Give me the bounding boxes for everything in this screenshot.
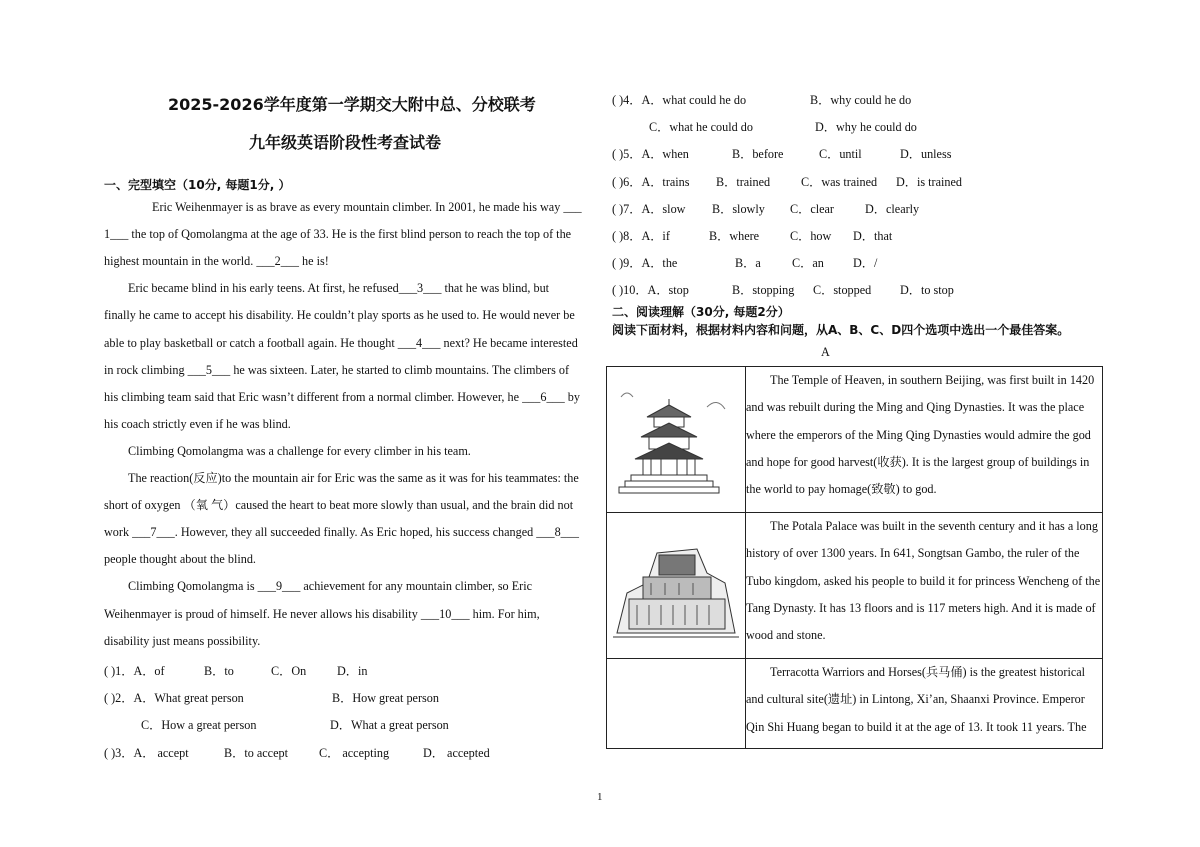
answer-blank: ___4___ xyxy=(397,335,441,350)
question-option-a[interactable]: ( )8．A．if xyxy=(612,229,670,243)
answer-option[interactable]: C． accepting xyxy=(319,745,390,760)
answer-option[interactable]: D．is trained xyxy=(896,174,963,189)
passage-text: The reaction(反应)to the mountain air for Eric was the same as it was for his teammates: the xyxy=(128,471,579,485)
answer-option[interactable]: B．trained xyxy=(716,174,771,189)
question-option-a[interactable]: ( )2．A．What great person xyxy=(104,691,244,706)
answer-option[interactable]: D．What a great person xyxy=(330,718,449,733)
answer-option[interactable]: D．unless xyxy=(900,147,952,162)
answer-option[interactable]: B．to accept xyxy=(224,745,288,760)
passage-text: people thought about the blind. xyxy=(104,552,256,567)
reading-table xyxy=(606,366,1103,749)
passage-text: he is! xyxy=(298,254,329,269)
passage-line xyxy=(104,330,578,357)
answer-blank: ___10___ xyxy=(420,606,470,621)
table-row xyxy=(607,367,1103,513)
answer-option[interactable]: C．On xyxy=(271,664,307,678)
passage-text: his coach strictly even if he was blind. xyxy=(104,416,291,431)
answer-option[interactable]: C．what he could do xyxy=(649,120,753,135)
image-cell xyxy=(607,513,746,659)
passage-text: finally he came to accept his disability. He couldn’t play sports as he used to. He would never be xyxy=(104,308,575,323)
passage-text: able to play basketball or catch a football again. He thought xyxy=(104,335,398,350)
question-option-a[interactable]: ( )6．A．trains xyxy=(612,174,690,189)
passage-line xyxy=(104,601,540,628)
passage-text: next? He became interested xyxy=(440,335,578,350)
exam-title-line1: 2025-2026学年度第一学期交大附中总、分校联考 xyxy=(168,95,536,114)
passage-line xyxy=(104,546,256,573)
passage-line xyxy=(128,465,579,492)
answer-option[interactable]: C．stopped xyxy=(813,283,872,298)
passage-text: his climbing team said that Eric wasn’t different from a normal climber. However, he xyxy=(104,389,523,404)
answer-option[interactable]: C．was trained xyxy=(801,174,878,189)
answer-option[interactable]: D． accepted xyxy=(423,745,490,760)
answer-blank: ___8___ xyxy=(536,525,579,540)
answer-blank: ___3___ xyxy=(398,281,442,296)
passage-text: work xyxy=(104,525,133,540)
passage-line xyxy=(104,492,573,519)
passage-line xyxy=(104,628,260,655)
passage-line xyxy=(104,519,579,546)
passage-line xyxy=(128,275,549,302)
passage-text: that he was blind, but xyxy=(441,281,550,296)
passage-text: . However, they all succeeded finally. As Eric hoped, his success changed xyxy=(174,525,537,540)
answer-option[interactable]: B．why could he do xyxy=(810,93,912,107)
answer-option[interactable]: B．where xyxy=(709,229,760,243)
answer-option[interactable]: D．that xyxy=(853,229,893,243)
image-cell-empty xyxy=(607,659,746,749)
answer-option[interactable]: D．in xyxy=(337,664,368,678)
passage-text: him. For him, xyxy=(469,606,540,621)
passage-line xyxy=(152,194,582,221)
question-option-a[interactable]: ( )10．A．stop xyxy=(612,283,689,298)
passage-line xyxy=(104,221,571,248)
passage-text: Climbing Qomolangma was a challenge for every climber in his team. xyxy=(128,443,471,458)
passage-text: Climbing Qomolangma is xyxy=(128,579,258,594)
answer-option[interactable]: B．to xyxy=(204,664,234,678)
text-cell xyxy=(746,367,1103,513)
answer-option[interactable]: B．stopping xyxy=(732,283,795,298)
answer-option[interactable]: D．to stop xyxy=(900,283,954,298)
answer-option[interactable]: D．why he could do xyxy=(815,120,917,135)
answer-option[interactable]: B．How great person xyxy=(332,691,439,706)
passage-label: A xyxy=(821,345,830,359)
answer-option[interactable]: B．a xyxy=(735,256,761,271)
passage-line xyxy=(104,302,575,329)
answer-blank: ___ xyxy=(563,200,582,214)
passage-text: he was sixteen. Later, he started to climb mountains. The climbers of xyxy=(230,362,570,377)
passage-line xyxy=(104,411,291,438)
answer-blank: ___6___ xyxy=(522,389,565,404)
table-row xyxy=(607,513,1103,659)
passage-temple-of-heaven: The Temple of Heaven, in southern Beijing, was first built in 1420 and was rebuilt during the Ming and Qing Dynasties. It was the place where the emperors of the Ming Qing Dynasties would admire the god and hope for good harvest(收获). It is the largest group of buildings in the world to pay homage(致敬) to god. xyxy=(746,373,1095,497)
passage-text: achievement for any mountain climber, so Eric xyxy=(300,579,532,594)
page-number: 1 xyxy=(597,791,603,803)
potala-palace-icon xyxy=(607,513,745,653)
question-option-a[interactable]: ( )9．A．the xyxy=(612,256,678,271)
section1-heading: 一、完型填空（10分, 每题1分, ） xyxy=(104,178,291,192)
answer-option[interactable]: C．an xyxy=(792,256,824,271)
passage-line xyxy=(104,384,580,411)
question-option-a[interactable]: ( )7．A．slow xyxy=(612,201,686,216)
section2-instruction: 阅读下面材料，根据材料内容和问题，从A、B、C、D四个选项中选出一个最佳答案。 xyxy=(612,323,1070,337)
answer-blank: 1___ xyxy=(104,227,129,242)
passage-terracotta: Terracotta Warriors and Horses(兵马俑) is the greatest historical and cultural site(遗址) in Lintong, Xi’an, Shaanxi Province. Emperor Qin Shi Huang began to build it at the age of 13. It took 11 years. The xyxy=(746,665,1087,734)
passage-text: disability just means possibility. xyxy=(104,633,261,648)
answer-blank: ___2___ xyxy=(256,254,299,269)
exam-title-line2: 九年级英语阶段性考查试卷 xyxy=(249,133,442,152)
question-option-a[interactable]: ( )1．A．of xyxy=(104,664,165,678)
section2-heading: 二、阅读理解（30分, 每题2分） xyxy=(612,305,790,319)
image-cell xyxy=(607,367,746,513)
answer-blank: ___7___ xyxy=(132,525,175,540)
answer-option[interactable]: D．clearly xyxy=(865,201,920,216)
passage-text: Eric became blind in his early teens. At first, he refused xyxy=(128,281,399,296)
answer-option[interactable]: D．/ xyxy=(853,256,878,271)
passage-text: in rock climbing xyxy=(104,362,188,377)
question-option-a[interactable]: ( )4．A．what could he do xyxy=(612,93,747,107)
answer-option[interactable]: C．how xyxy=(790,229,832,243)
passage-text: the top of Qomolangma at the age of 33. He is the first blind person to reach the top of the xyxy=(128,227,572,242)
answer-option[interactable]: C．until xyxy=(819,147,862,162)
passage-line xyxy=(128,438,471,465)
text-cell xyxy=(746,659,1103,749)
answer-option[interactable]: C．clear xyxy=(790,201,834,216)
table-row xyxy=(607,659,1103,749)
passage-text: highest mountain in the world. xyxy=(104,254,257,269)
passage-text: short of oxygen （氧 气）caused the heart to beat more slowly than usual, and the brain did not xyxy=(104,498,574,513)
question-option-a[interactable]: ( )5．A．when xyxy=(612,147,689,162)
passage-text: Eric Weihenmayer is as brave as every mountain climber. In 2001, he made his way xyxy=(152,200,564,214)
answer-option[interactable]: B．before xyxy=(732,147,784,162)
temple-of-heaven-icon xyxy=(607,367,745,507)
answer-blank: ___5___ xyxy=(187,362,231,377)
passage-text: Weihenmayer is proud of himself. He never allows his disability xyxy=(104,606,421,621)
answer-option[interactable]: B．slowly xyxy=(712,201,765,216)
passage-potala-palace: The Potala Palace was built in the seventh century and it has a long history of over 1300 years. In 641, Songtsan Gambo, the ruler of the Tubo kingdom, asked his people to build it for princess Wencheng of the Tang Dynasty. It has 13 floors and is 117 meters high. And it is made of wood and stone. xyxy=(746,519,1101,643)
passage-line xyxy=(104,357,569,384)
passage-line xyxy=(104,248,329,275)
answer-option[interactable]: C．How a great person xyxy=(141,718,257,733)
question-option-a[interactable]: ( )3．A． accept xyxy=(104,745,189,760)
answer-blank: ___9___ xyxy=(257,579,301,594)
passage-line xyxy=(128,573,532,600)
passage-text: by xyxy=(564,389,580,404)
text-cell xyxy=(746,513,1103,659)
